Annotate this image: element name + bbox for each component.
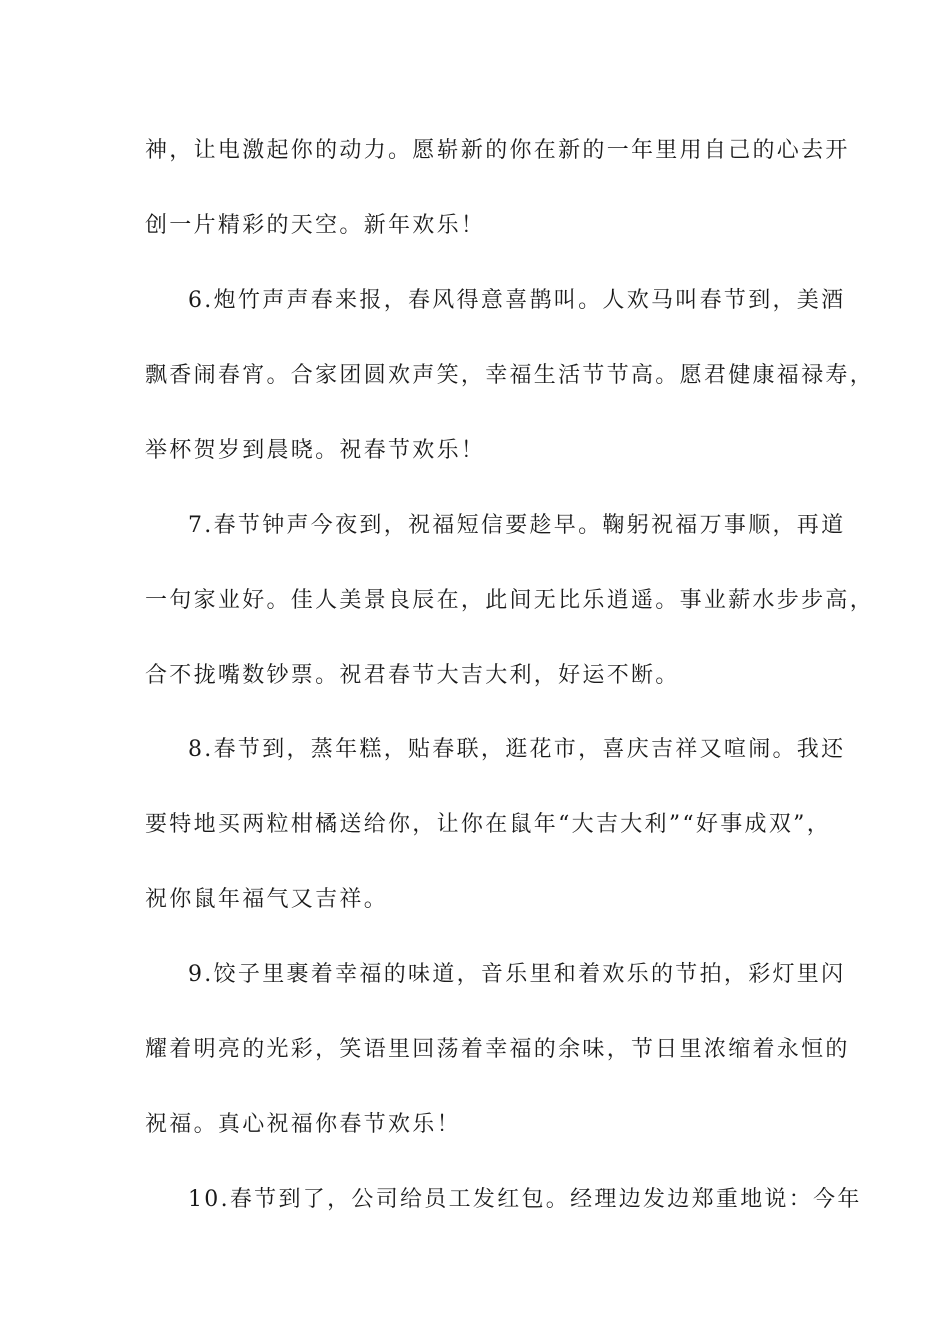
paragraph-start-line: 10.春节到了，公司给员工发红包。经理边发边郑重地说：今年 [188, 1187, 862, 1212]
text-line: 祝你鼠年福气又吉祥。 [145, 887, 389, 912]
paragraph-start-line: 7.春节钟声今夜到，祝福短信要趁早。鞠躬祝福万事顺，再道 [188, 513, 846, 538]
paragraph-start-line: 9.饺子里裹着幸福的味道，音乐里和着欢乐的节拍，彩灯里闪 [188, 962, 846, 987]
paragraph-start-line: 6.炮竹声声春来报，春风得意喜鹊叫。人欢马叫春节到，美酒 [188, 288, 846, 313]
text-line: 要特地买两粒柑橘送给你，让你在鼠年“大吉大利”“好事成双”， [145, 812, 831, 837]
text-line: 耀着明亮的光彩，笑语里回荡着幸福的余味，节日里浓缩着永恒的 [145, 1037, 850, 1062]
text-line: 举杯贺岁到晨晓。祝春节欢乐！ [145, 438, 486, 463]
text-line: 神，让电激起你的动力。愿崭新的你在新的一年里用自己的心去开 [145, 138, 850, 163]
text-line: 飘香闹春宵。合家团圆欢声笑，幸福生活节节高。愿君健康福禄寿， [145, 363, 875, 388]
text-line: 创一片精彩的天空。新年欢乐！ [145, 213, 486, 238]
paragraph-start-line: 8.春节到，蒸年糕，贴春联，逛花市，喜庆吉祥又喧闹。我还 [188, 737, 846, 762]
text-line: 一句家业好。佳人美景良辰在，此间无比乐逍遥。事业薪水步步高， [145, 588, 875, 613]
text-line: 祝福。真心祝福你春节欢乐！ [145, 1112, 461, 1137]
text-line: 合不拢嘴数钞票。祝君春节大吉大利，好运不断。 [145, 663, 680, 688]
